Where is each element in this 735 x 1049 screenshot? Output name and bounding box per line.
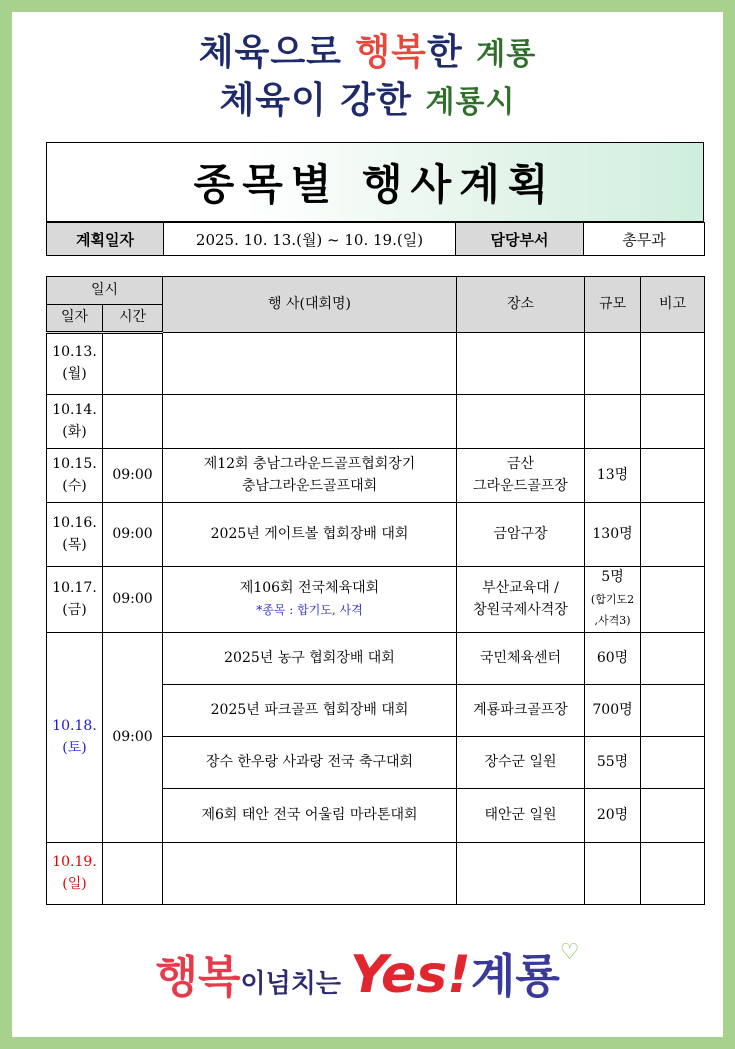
footer-logo [0, 940, 735, 1006]
note-cell [641, 633, 705, 685]
slogan-word: 행복 [355, 32, 427, 73]
time-cell: 09:00 [103, 449, 163, 503]
date-cell: 10.18. (토) [47, 633, 103, 843]
table-row [47, 567, 705, 633]
scale-cell: 13명 [585, 449, 641, 503]
scale-cell: 700명 [585, 685, 641, 737]
title-box [46, 142, 704, 222]
period-label: 계획일자 [47, 223, 164, 256]
note-cell [641, 449, 705, 503]
heart-icon: ♡ [559, 940, 580, 965]
footer-word: 행복 [155, 952, 241, 1003]
date-cell: 10.17. (금) [47, 567, 103, 633]
slogan-word: 이 강한 [291, 80, 426, 121]
time-cell: 09:00 [103, 503, 163, 567]
date-cell: 10.15. (수) [47, 449, 103, 503]
slogan-word: 계룡 [476, 37, 537, 72]
slogan-word: 체육 [198, 32, 271, 73]
note-cell [641, 333, 705, 395]
event-cell [163, 395, 457, 449]
scale-cell [585, 333, 641, 395]
scale-cell: 5명 (합기도2 ,사격3) [585, 567, 641, 633]
slogan-word: 체육 [219, 80, 292, 121]
slogan-word: 한 [426, 32, 477, 73]
slogan-word: 으로 [270, 32, 356, 73]
scale-cell: 130명 [585, 503, 641, 567]
header-date: 일자 [47, 305, 103, 333]
time-cell: 09:00 [103, 633, 163, 843]
header-place: 장소 [457, 277, 585, 333]
event-cell: 제6회 태안 전국 어울림 마라톤대회 [163, 789, 457, 843]
table-row [47, 395, 705, 449]
event-cell: 제12회 충남그라운드골프협회장기 충남그라운드골프대회 [163, 449, 457, 503]
date-cell: 10.13. (월) [47, 333, 103, 395]
date-cell: 10.19. (일) [47, 843, 103, 905]
event-cell: 2025년 파크골프 협회장배 대회 [163, 685, 457, 737]
table-row [47, 843, 705, 905]
place-cell: 부산교육대 / 창원국제사격장 [457, 567, 585, 633]
scale-cell: 60명 [585, 633, 641, 685]
table-row [47, 449, 705, 503]
table-row [47, 333, 705, 395]
place-cell: 태안군 일원 [457, 789, 585, 843]
slogan-word: 계룡시 [425, 85, 516, 120]
event-cell: 장수 한우랑 사과랑 전국 축구대회 [163, 737, 457, 789]
footer-word: Yes! [350, 945, 471, 1005]
event-cell: 제106회 전국체육대회 *종목 : 합기도, 사격 [163, 567, 457, 633]
note-cell [641, 395, 705, 449]
time-cell [103, 333, 163, 395]
table-row [47, 633, 705, 685]
period-value: 2025. 10. 13.(월) ~ 10. 19.(일) [164, 223, 456, 256]
slogan-line-2 [0, 72, 735, 123]
header-datetime: 일시 [47, 277, 163, 305]
dept-value: 총무과 [584, 223, 705, 256]
footer-word: 계룡 [470, 949, 560, 1003]
header-note: 비고 [641, 277, 705, 333]
note-cell [641, 685, 705, 737]
info-table [46, 222, 705, 256]
place-cell [457, 333, 585, 395]
note-cell [641, 737, 705, 789]
header-scale: 규모 [585, 277, 641, 333]
note-cell [641, 503, 705, 567]
slogan-line-1 [0, 24, 735, 75]
place-cell [457, 395, 585, 449]
place-cell: 국민체육센터 [457, 633, 585, 685]
note-cell [641, 789, 705, 843]
event-cell: 2025년 농구 협회장배 대회 [163, 633, 457, 685]
place-cell [457, 843, 585, 905]
date-cell: 10.16. (목) [47, 503, 103, 567]
place-cell: 계룡파크골프장 [457, 685, 585, 737]
header-event: 행 사(대회명) [163, 277, 457, 333]
scale-cell: 55명 [585, 737, 641, 789]
scale-cell [585, 395, 641, 449]
event-cell: 2025년 게이트볼 협회장배 대회 [163, 503, 457, 567]
place-cell: 금암구장 [457, 503, 585, 567]
time-cell: 09:00 [103, 567, 163, 633]
time-cell [103, 843, 163, 905]
schedule-table [46, 276, 705, 905]
event-cell [163, 843, 457, 905]
footer-word: 이넘치는 [240, 969, 351, 999]
event-cell [163, 333, 457, 395]
page-title: 종목별 행사계획 [193, 160, 557, 209]
scale-cell [585, 843, 641, 905]
place-cell: 장수군 일원 [457, 737, 585, 789]
dept-label: 담당부서 [456, 223, 584, 256]
header-time: 시간 [103, 305, 163, 333]
scale-cell: 20명 [585, 789, 641, 843]
date-cell: 10.14. (화) [47, 395, 103, 449]
time-cell [103, 395, 163, 449]
note-cell [641, 567, 705, 633]
note-cell [641, 843, 705, 905]
place-cell: 금산 그라운드골프장 [457, 449, 585, 503]
table-row [47, 503, 705, 567]
